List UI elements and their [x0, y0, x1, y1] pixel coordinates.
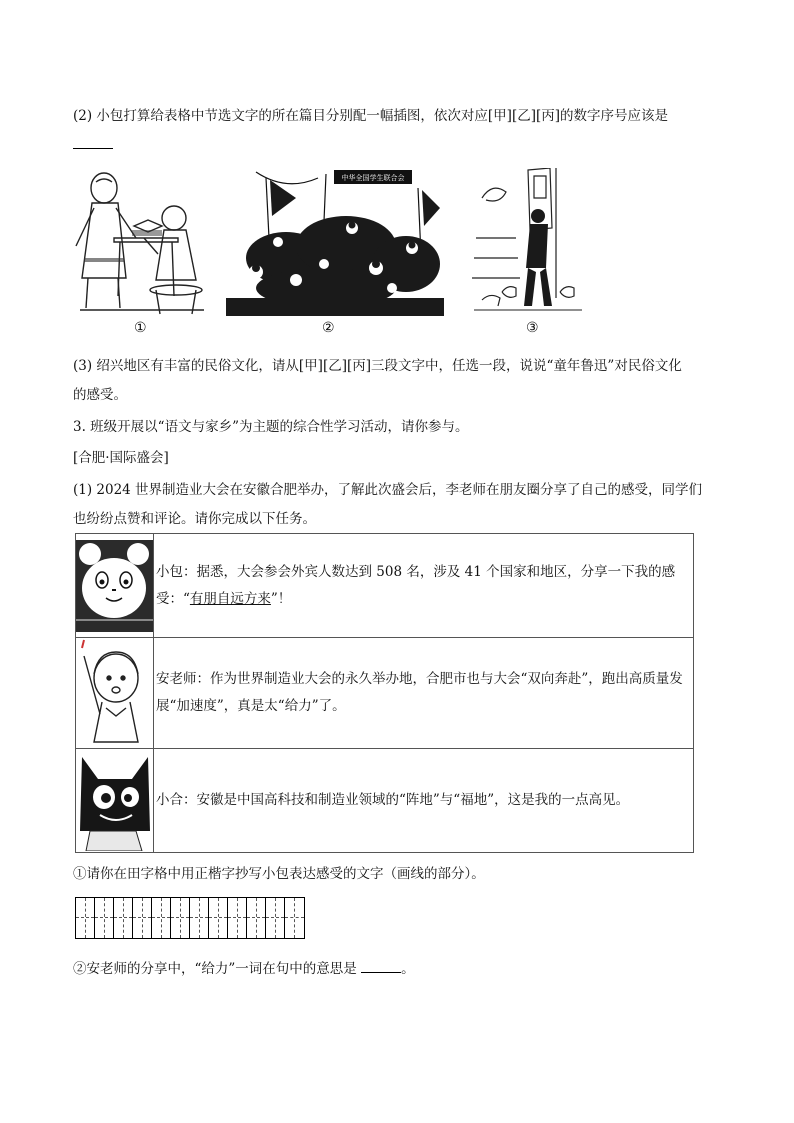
tianzige-cell[interactable]	[247, 898, 266, 938]
answer-blank[interactable]	[361, 960, 401, 973]
share-row-xiaobao	[76, 534, 694, 638]
section-subhead: [合肥·国际盛会]	[73, 450, 169, 466]
illustration-2	[226, 168, 444, 316]
tianzige-cell[interactable]	[190, 898, 209, 938]
section-3-q1-line1: (1) 2024 世界制造业大会在安徽合肥举办，了解此次盛会后，李老师在朋友圈分享了自己的感受，同学们	[73, 482, 703, 498]
question-2-text: (2) 小包打算给表格中节选文字的所在篇目分别配一幅插图，依次对应[甲][乙][丙]的数字序号应该是	[73, 108, 669, 124]
illustration-3	[472, 168, 584, 316]
tianzige-cell[interactable]	[76, 898, 95, 938]
question-3-line2: 的感受。	[73, 387, 127, 403]
task-2-text: ②安老师的分享中，“给力”一词在句中的意思是	[73, 961, 357, 977]
illustration-1	[74, 168, 210, 316]
tianzige-cell[interactable]	[228, 898, 247, 938]
tianzige-cell[interactable]	[152, 898, 171, 938]
share-text-part: ”！	[270, 590, 292, 607]
tianzige-cell[interactable]	[133, 898, 152, 938]
tianzige-cell[interactable]	[209, 898, 228, 938]
tianzige-cell[interactable]	[266, 898, 285, 938]
cat-avatar-cell	[76, 749, 154, 853]
banner-text: 中华全国学生联合会	[341, 174, 405, 182]
illustration-1-label: ①	[134, 320, 147, 336]
answer-blank-line	[73, 148, 113, 149]
tianzige-grid[interactable]	[75, 897, 305, 939]
teacher-avatar-icon	[76, 638, 153, 748]
cat-avatar-icon	[76, 751, 153, 851]
tianzige-cell[interactable]	[171, 898, 190, 938]
share-row-teacher	[76, 638, 694, 749]
underlined-phrase: 有朋自远方来	[189, 590, 271, 607]
task-2-end: 。	[401, 961, 415, 977]
section-3-title: 3. 班级开展以“语文与家乡”为主题的综合性学习活动，请你参与。	[73, 419, 469, 435]
task-1-text: ①请你在田字格中用正楷字抄写小包表达感受的文字（画线的部分）。	[73, 866, 485, 882]
question-3-line1: (3) 绍兴地区有丰富的民俗文化，请从[甲][乙][丙]三段文字中，任选一段，说说“童年鲁迅”对民俗文化	[73, 358, 682, 374]
tianzige-cell[interactable]	[114, 898, 133, 938]
illustration-2-label: ②	[322, 320, 335, 336]
share-row-xiaohe	[76, 749, 694, 853]
teacher-avatar-cell	[76, 638, 154, 749]
illustration-3-label: ③	[526, 320, 539, 336]
tianzige-cell[interactable]	[95, 898, 114, 938]
tianzige-cell[interactable]	[285, 898, 304, 938]
section-3-q1-line2: 也纷纷点赞和评论。请你完成以下任务。	[73, 511, 316, 527]
task-2-line	[73, 957, 415, 977]
share-text-part: 小包：据悉，大会参会外宾人数达到 508 名，涉及 41 个国家和地区，分享一下我的感受：“	[156, 563, 676, 607]
bear-avatar-icon	[76, 540, 153, 632]
share-text-xiaohe: 小合：安徽是中国高科技和制造业领域的“阵地”与“福地”，这是我的一点高见。	[154, 749, 694, 853]
share-text-xiaobao	[154, 534, 694, 638]
share-table	[75, 533, 694, 853]
bear-avatar-cell	[76, 534, 154, 638]
share-text-teacher: 安老师：作为世界制造业大会的永久举办地，合肥市也与大会“双向奔赴”，跑出高质量发展“加速度”，真是太“给力”了。	[154, 638, 694, 749]
